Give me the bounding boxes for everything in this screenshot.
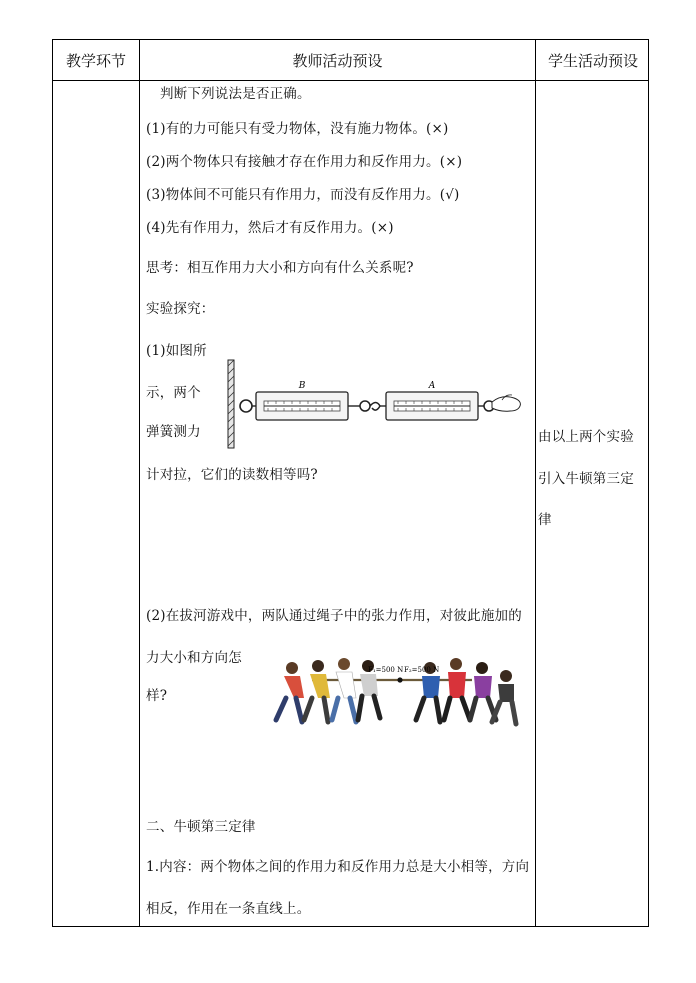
student-line1: 由以上两个实验	[538, 429, 634, 445]
header-teacher-activity: 教师活动预设	[292, 51, 383, 70]
statement-3: (3)物体间不可能只有作用力，而没有反作用力。(√)	[146, 187, 460, 203]
header-divider	[53, 80, 648, 81]
intro-text: 判断下列说法是否正确。	[160, 86, 311, 102]
exp1-line1: (1)如图所	[146, 343, 207, 359]
left-team	[276, 658, 380, 722]
column-divider	[139, 40, 140, 926]
exp2-line3: 样?	[146, 688, 168, 704]
law-line2: 相反，作用在一条直线上。	[146, 901, 311, 917]
header-student-activity: 学生活动预设	[547, 51, 638, 70]
header-teaching-stage: 教学环节	[65, 51, 126, 70]
force-label-right: F₂=500 N	[404, 666, 440, 674]
think-question: 思考：相互作用力大小和方向有什么关系呢?	[146, 260, 414, 276]
statement-2: (2)两个物体只有接触才存在作用力和反作用力。(×)	[146, 154, 463, 170]
exp2-line1: (2)在拔河游戏中，两队通过绳子中的张力作用，对彼此施加的	[146, 608, 522, 624]
spring-scale-figure	[226, 358, 526, 450]
statement-4: (4)先有作用力，然后才有反作用力。(×)	[146, 220, 394, 236]
force-label-left: F₁=500 N	[368, 666, 404, 674]
student-line3: 律	[538, 512, 552, 528]
exp1-line3: 弹簧测力	[146, 424, 201, 440]
scale-label-a: A	[428, 381, 436, 391]
scale-label-b: B	[298, 381, 306, 391]
exp2-line2: 力大小和方向怎	[146, 650, 242, 666]
experiment-title: 实验探究：	[146, 301, 215, 317]
column-divider	[535, 40, 536, 926]
exp1-line2: 示，两个	[146, 385, 201, 401]
tug-of-war-figure	[272, 650, 522, 732]
law-line1: 1.内容：两个物体之间的作用力和反作用力总是大小相等，方向	[146, 859, 530, 875]
statement-1: (1)有的力可能只有受力物体，没有施力物体。(×)	[146, 121, 449, 137]
rope-center-marker	[397, 677, 402, 682]
student-line2: 引入牛顿第三定	[538, 471, 634, 487]
section-2-heading: 二、牛顿第三定律	[146, 819, 256, 835]
exp1-line4: 计对拉，它们的读数相等吗?	[146, 467, 318, 483]
